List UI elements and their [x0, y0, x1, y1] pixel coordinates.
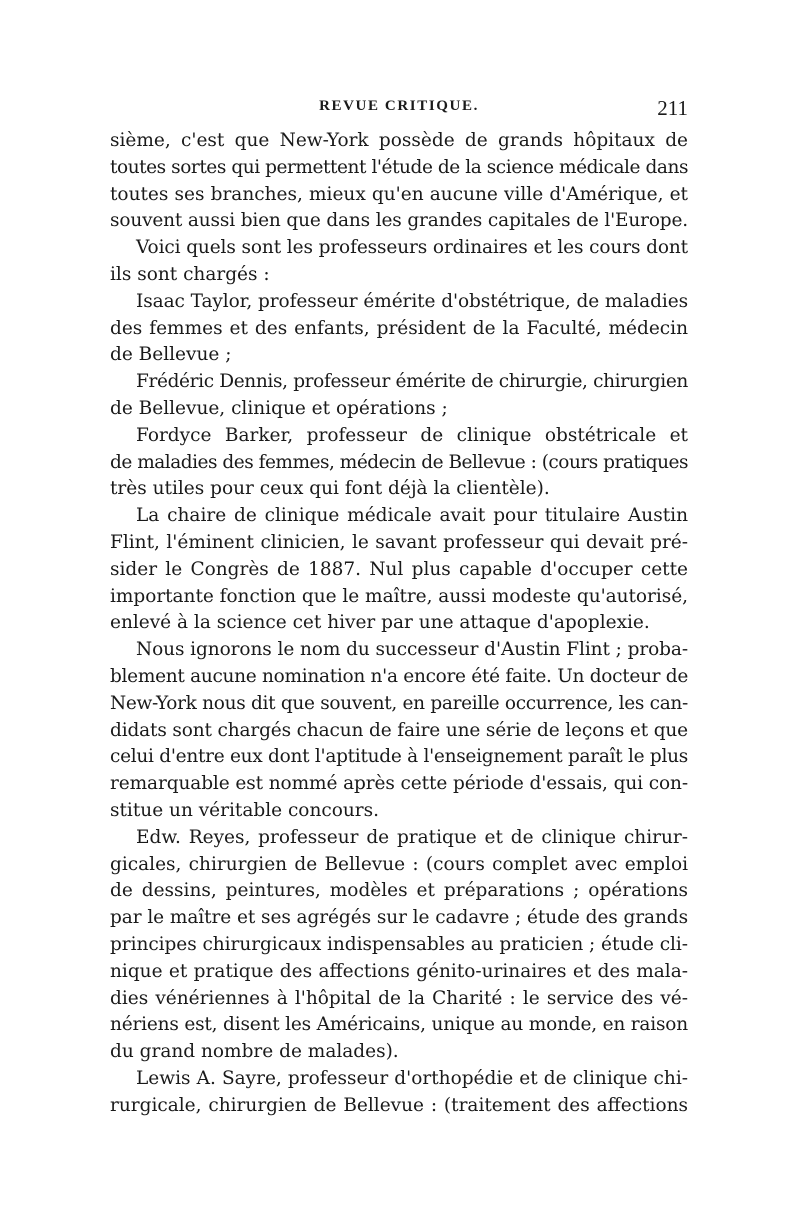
text-line: importante fonction que le maître, aussi modeste qu'autorisé, — [110, 585, 688, 607]
text-line: du grand nombre de malades). — [110, 1041, 399, 1063]
text-line: nique et pratique des affections génito-urinaires et des mala- — [110, 960, 688, 982]
text-line: Frédéric Dennis, professeur émérite de chirurgie, chirurgien — [136, 371, 688, 393]
text-line: Lewis A. Sayre, professeur d'orthopédie et de clinique chi- — [136, 1067, 688, 1089]
text-line: Fordyce Barker, professeur de clinique obstétricale et — [136, 424, 688, 446]
text-line: sième, c'est que New-York possède de grands hôpitaux de — [110, 130, 688, 151]
text-line: de Bellevue, clinique et opérations ; — [110, 397, 448, 419]
text-line: des femmes et des enfants, président de la Faculté, médecin — [110, 317, 688, 339]
text-line: stitue un véritable concours. — [110, 799, 379, 821]
text-line: sider le Congrès de 1887. Nul plus capable d'occuper cette — [110, 558, 688, 580]
text-line: La chaire de clinique médicale avait pour titulaire Austin — [136, 505, 688, 527]
text-line: ils sont chargés : — [110, 263, 270, 285]
text-line: remarquable est nommé après cette période d'essais, qui con- — [110, 773, 688, 795]
text-line: New-York nous dit que souvent, en pareille occurrence, les can- — [110, 692, 688, 714]
text-line: Isaac Taylor, professeur émérite d'obstétrique, de maladies — [136, 290, 688, 312]
text-line: Voici quels sont les professeurs ordinaires et les cours dont — [136, 237, 688, 259]
text-line: Edw. Reyes, professeur de pratique et de clinique chirur- — [136, 826, 688, 848]
text-body — [110, 128, 688, 1119]
text-line: de dessins, peintures, modèles et préparations ; opérations — [110, 880, 688, 902]
text-line: dies vénériennes à l'hôpital de la Charité : le service des vé- — [110, 987, 688, 1009]
text-line: très utiles pour ceux qui font déjà la clientèle). — [110, 478, 550, 500]
text-line: souvent aussi bien que dans les grandes capitales de l'Europe. — [110, 210, 688, 232]
text-line: Flint, l'éminent clinicien, le savant professeur qui devait pré- — [110, 531, 688, 553]
text-line: didats sont chargés chacun de faire une série de leçons et que — [110, 719, 688, 741]
text-line: rurgicale, chirurgien de Bellevue : (traitement des affections — [110, 1094, 688, 1116]
text-line: enlevé à la science cet hiver par une attaque d'apoplexie. — [110, 612, 650, 634]
text-line: gicales, chirurgien de Bellevue : (cours complet avec emploi — [110, 853, 688, 875]
text-line: de maladies des femmes, médecin de Bellevue : (cours pratiques — [110, 451, 688, 473]
text-line: principes chirurgicaux indispensables au praticien ; étude cli- — [110, 933, 688, 955]
text-line: Nous ignorons le nom du successeur d'Austin Flint ; proba- — [136, 639, 688, 661]
text-line: blement aucune nomination n'a encore été faite. Un docteur de — [110, 665, 688, 687]
text-line: par le maître et ses agrégés sur le cadavre ; étude des grands — [110, 907, 688, 929]
text-line: nériens est, disent les Américains, unique au monde, en raison — [110, 1014, 688, 1036]
text-line: toutes ses branches, mieux qu'en aucune ville d'Amérique, et — [110, 183, 688, 205]
running-head — [110, 96, 688, 122]
text-line: de Bellevue ; — [110, 344, 232, 366]
running-title: REVUE CRITIQUE. — [319, 98, 479, 114]
page-number: 211 — [657, 96, 688, 120]
text-line: toutes sortes qui permettent l'étude de la science médicale dans — [110, 156, 688, 178]
text-line: celui d'entre eux dont l'aptitude à l'enseignement paraît le plus — [110, 746, 688, 768]
